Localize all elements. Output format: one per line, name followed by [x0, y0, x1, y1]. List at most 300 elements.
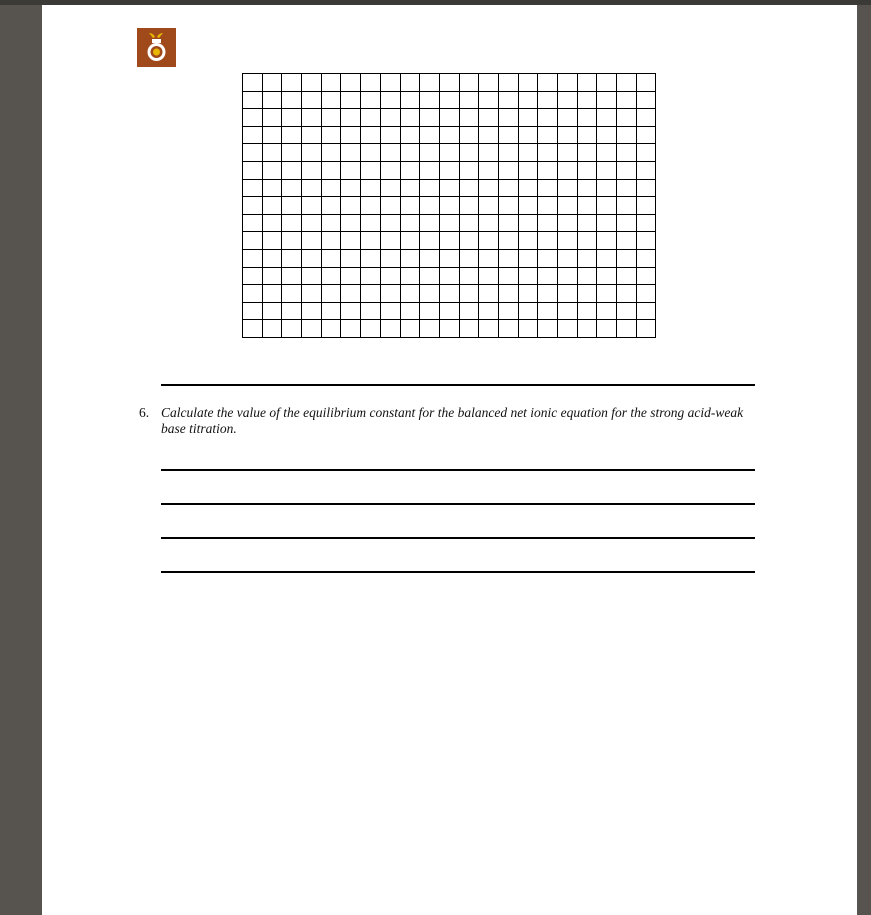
grid-cell [380, 232, 400, 250]
grid-cell [302, 144, 322, 162]
grid-cell [577, 74, 597, 92]
grid-cell [597, 91, 617, 109]
grid-cell [577, 109, 597, 127]
grid-cell [361, 161, 381, 179]
grid-cell [439, 109, 459, 127]
grid-cell [262, 109, 282, 127]
grid-cell [538, 74, 558, 92]
grid-cell [420, 109, 440, 127]
grid-cell [321, 214, 341, 232]
grid-cell [558, 232, 578, 250]
grid-cell [479, 161, 499, 179]
grid-cell [439, 126, 459, 144]
grid-cell [459, 232, 479, 250]
grid-row [243, 179, 656, 197]
grid-cell [243, 74, 263, 92]
grid-cell [558, 214, 578, 232]
grid-cell [538, 91, 558, 109]
grid-cell [361, 197, 381, 215]
grid-cell [597, 214, 617, 232]
grid-cell [617, 74, 637, 92]
grid-cell [321, 74, 341, 92]
grid-cell [459, 74, 479, 92]
grid-cell [518, 74, 538, 92]
grid-cell [282, 320, 302, 338]
grid-cell [577, 320, 597, 338]
grid-cell [636, 232, 656, 250]
grid-cell [577, 267, 597, 285]
grid-cell [243, 109, 263, 127]
grid-cell [479, 267, 499, 285]
grid-cell [636, 214, 656, 232]
grid-cell [518, 320, 538, 338]
grid-cell [243, 144, 263, 162]
grid-cell [617, 179, 637, 197]
grid-cell [577, 179, 597, 197]
grid-cell [361, 179, 381, 197]
grid-cell [558, 179, 578, 197]
grid-cell [321, 179, 341, 197]
grid-cell [538, 197, 558, 215]
grid-cell [597, 267, 617, 285]
grid-cell [479, 249, 499, 267]
grid-cell [243, 179, 263, 197]
grid-cell [439, 232, 459, 250]
grid-cell [400, 144, 420, 162]
grid-cell [380, 126, 400, 144]
grid-cell [558, 249, 578, 267]
grid-cell [597, 285, 617, 303]
answer-line [161, 537, 755, 539]
grid-cell [282, 91, 302, 109]
grid-cell [302, 285, 322, 303]
grid-cell [597, 179, 617, 197]
grid-cell [302, 126, 322, 144]
grid-cell [538, 214, 558, 232]
grid-cell [341, 179, 361, 197]
grid-cell [243, 249, 263, 267]
grid-cell [498, 320, 518, 338]
grid-row [243, 126, 656, 144]
answer-line [161, 384, 755, 386]
grid-cell [636, 320, 656, 338]
grid-cell [321, 302, 341, 320]
grid-cell [400, 126, 420, 144]
grid-cell [439, 285, 459, 303]
grid-cell [577, 144, 597, 162]
grid-cell [479, 126, 499, 144]
grid-cell [361, 74, 381, 92]
grid-cell [617, 320, 637, 338]
grid-cell [518, 232, 538, 250]
grid-cell [420, 320, 440, 338]
grid-cell [321, 109, 341, 127]
grid-cell [380, 91, 400, 109]
grid-cell [498, 197, 518, 215]
question-number: 6. [139, 405, 150, 420]
grid-cell [380, 109, 400, 127]
grid-cell [558, 161, 578, 179]
grid-cell [380, 144, 400, 162]
grid-cell [420, 126, 440, 144]
grid-cell [558, 267, 578, 285]
grid-cell [538, 232, 558, 250]
grid-cell [420, 74, 440, 92]
grid-cell [341, 320, 361, 338]
grid-row [243, 161, 656, 179]
grid-cell [243, 302, 263, 320]
grid-cell [479, 232, 499, 250]
grid-cell [262, 249, 282, 267]
grid-cell [498, 267, 518, 285]
grid-row [243, 302, 656, 320]
answer-line [161, 503, 755, 505]
grid-cell [420, 91, 440, 109]
grid-cell [380, 320, 400, 338]
grid-cell [538, 161, 558, 179]
grid-cell [518, 197, 538, 215]
grid-cell [321, 91, 341, 109]
grid-cell [341, 161, 361, 179]
grid-cell [302, 91, 322, 109]
grid-cell [420, 197, 440, 215]
grid-cell [538, 320, 558, 338]
grid-row [243, 214, 656, 232]
grid-cell [380, 302, 400, 320]
grid-row [243, 109, 656, 127]
grid-cell [321, 320, 341, 338]
grid-cell [538, 126, 558, 144]
grid-cell [518, 214, 538, 232]
grid-cell [341, 214, 361, 232]
grid-cell [558, 109, 578, 127]
grid-cell [380, 179, 400, 197]
grid-cell [262, 232, 282, 250]
grid-cell [459, 91, 479, 109]
grid-cell [439, 74, 459, 92]
grid-cell [243, 214, 263, 232]
grid-cell [341, 285, 361, 303]
grid-cell [577, 214, 597, 232]
grid-cell [459, 285, 479, 303]
grid-cell [597, 126, 617, 144]
grid-cell [361, 144, 381, 162]
grid-cell [321, 126, 341, 144]
grid-cell [400, 91, 420, 109]
grid-cell [262, 320, 282, 338]
grid-cell [636, 249, 656, 267]
grid-cell [597, 109, 617, 127]
grid-cell [420, 302, 440, 320]
grid-cell [262, 161, 282, 179]
grid-cell [459, 214, 479, 232]
grid-cell [617, 285, 637, 303]
grid-row [243, 285, 656, 303]
grid-cell [459, 144, 479, 162]
grid-cell [302, 161, 322, 179]
grid-cell [498, 214, 518, 232]
grid-cell [617, 232, 637, 250]
grid-cell [617, 302, 637, 320]
grid-cell [538, 302, 558, 320]
grid-cell [518, 91, 538, 109]
grid-cell [479, 74, 499, 92]
grid-cell [479, 302, 499, 320]
grid-cell [558, 320, 578, 338]
grid-cell [380, 74, 400, 92]
grid-cell [498, 161, 518, 179]
grid-cell [302, 109, 322, 127]
grid-cell [400, 302, 420, 320]
grid-cell [341, 91, 361, 109]
grid-cell [558, 74, 578, 92]
grid-cell [617, 126, 637, 144]
grid-cell [302, 197, 322, 215]
grid-row [243, 197, 656, 215]
grid-cell [361, 232, 381, 250]
grid-cell [380, 249, 400, 267]
grid-cell [321, 285, 341, 303]
grid-cell [479, 144, 499, 162]
grid-cell [479, 285, 499, 303]
grid-cell [321, 232, 341, 250]
grid-cell [597, 249, 617, 267]
grid-cell [617, 197, 637, 215]
grid-cell [282, 249, 302, 267]
grid-cell [400, 197, 420, 215]
grid-cell [243, 161, 263, 179]
grid-cell [479, 91, 499, 109]
grid-cell [538, 249, 558, 267]
answer-graph-grid [242, 73, 656, 338]
grid-cell [538, 267, 558, 285]
grid-cell [636, 302, 656, 320]
grid-cell [459, 179, 479, 197]
grid-cell [558, 197, 578, 215]
grid-cell [459, 302, 479, 320]
grid-cell [361, 109, 381, 127]
grid-cell [321, 197, 341, 215]
grid-cell [597, 161, 617, 179]
grid-cell [380, 285, 400, 303]
grid-cell [262, 302, 282, 320]
grid-cell [282, 144, 302, 162]
grid-cell [420, 144, 440, 162]
grid-cell [439, 144, 459, 162]
grid-cell [597, 320, 617, 338]
grid-cell [498, 109, 518, 127]
grid-cell [538, 179, 558, 197]
grid-cell [479, 179, 499, 197]
grid-cell [636, 285, 656, 303]
grid-cell [617, 249, 637, 267]
grid-cell [341, 197, 361, 215]
grid-cell [597, 302, 617, 320]
grid-cell [617, 91, 637, 109]
grid-cell [302, 320, 322, 338]
grid-cell [439, 302, 459, 320]
grid-cell [518, 126, 538, 144]
grid-cell [439, 214, 459, 232]
grid-cell [420, 285, 440, 303]
grid-cell [400, 267, 420, 285]
grid-cell [380, 197, 400, 215]
grid-cell [341, 249, 361, 267]
grid-cell [459, 197, 479, 215]
grid-cell [262, 126, 282, 144]
grid-cell [538, 109, 558, 127]
grid-cell [321, 144, 341, 162]
grid-cell [262, 285, 282, 303]
grid-cell [636, 74, 656, 92]
grid-cell [498, 126, 518, 144]
grid-cell [636, 144, 656, 162]
grid-cell [282, 109, 302, 127]
grid-cell [498, 74, 518, 92]
grid-cell [361, 267, 381, 285]
grid-cell [479, 109, 499, 127]
grid-cell [498, 302, 518, 320]
grid-cell [262, 197, 282, 215]
grid-cell [459, 249, 479, 267]
grid-cell [302, 302, 322, 320]
grid-cell [420, 232, 440, 250]
grid-cell [538, 144, 558, 162]
grid-cell [243, 91, 263, 109]
grid-cell [558, 126, 578, 144]
grid-cell [282, 214, 302, 232]
grid-cell [498, 144, 518, 162]
grid-cell [282, 161, 302, 179]
grid-cell [420, 161, 440, 179]
grid-cell [420, 249, 440, 267]
grid-cell [459, 320, 479, 338]
grid-cell [518, 179, 538, 197]
grid-cell [262, 214, 282, 232]
grid-cell [262, 74, 282, 92]
grid-cell [518, 249, 538, 267]
grid-cell [459, 161, 479, 179]
grid-cell [439, 91, 459, 109]
grid-cell [282, 285, 302, 303]
grid-cell [498, 232, 518, 250]
grid-cell [459, 267, 479, 285]
grid-cell [439, 267, 459, 285]
grid-cell [420, 179, 440, 197]
grid-cell [498, 91, 518, 109]
answer-line [161, 571, 755, 573]
question-text: Calculate the value of the equilibrium constant for the balanced net ionic equation for the strong acid-weak base titration. [161, 405, 744, 436]
grid-cell [459, 126, 479, 144]
answer-line [161, 469, 755, 471]
grid-row [243, 74, 656, 92]
grid-cell [479, 320, 499, 338]
grid-cell [341, 302, 361, 320]
grid-cell [518, 109, 538, 127]
grid-cell [321, 267, 341, 285]
grid-cell [321, 161, 341, 179]
grid-cell [341, 126, 361, 144]
grid-cell [341, 232, 361, 250]
grid-cell [498, 249, 518, 267]
grid-cell [400, 285, 420, 303]
grid-cell [420, 214, 440, 232]
grid-cell [400, 249, 420, 267]
grid-cell [439, 197, 459, 215]
grid-cell [243, 126, 263, 144]
grid-cell [361, 320, 381, 338]
grid-cell [518, 302, 538, 320]
grid-cell [361, 91, 381, 109]
grid-cell [400, 214, 420, 232]
grid-cell [341, 109, 361, 127]
grid-cell [262, 179, 282, 197]
grid-cell [518, 161, 538, 179]
grid-cell [380, 161, 400, 179]
grid-cell [243, 320, 263, 338]
grid-cell [400, 179, 420, 197]
grid-cell [302, 267, 322, 285]
grid-cell [636, 267, 656, 285]
grid-cell [361, 285, 381, 303]
grid-cell [617, 161, 637, 179]
question-6 [139, 405, 749, 437]
grid-cell [400, 232, 420, 250]
grid-cell [498, 285, 518, 303]
grid-cell [617, 109, 637, 127]
grid-cell [282, 197, 302, 215]
grid-cell [479, 197, 499, 215]
grid-cell [282, 232, 302, 250]
grid-cell [636, 126, 656, 144]
grid-cell [282, 302, 302, 320]
grid-cell [380, 267, 400, 285]
grid-cell [597, 197, 617, 215]
grid-cell [617, 267, 637, 285]
grid-cell [282, 179, 302, 197]
grid-cell [597, 74, 617, 92]
grid-cell [439, 249, 459, 267]
grid-cell [479, 214, 499, 232]
grid-row [243, 249, 656, 267]
grid-cell [518, 144, 538, 162]
grid-cell [262, 267, 282, 285]
grid-cell [282, 126, 302, 144]
grid-row [243, 144, 656, 162]
grid-cell [617, 144, 637, 162]
grid-cell [597, 232, 617, 250]
grid-cell [498, 179, 518, 197]
grid-cell [577, 197, 597, 215]
grid-cell [400, 320, 420, 338]
grid-cell [597, 144, 617, 162]
grid-cell [243, 232, 263, 250]
grid-row [243, 320, 656, 338]
grid-cell [518, 267, 538, 285]
flask-logo-icon [137, 28, 176, 67]
grid-cell [400, 74, 420, 92]
grid-cell [302, 74, 322, 92]
grid-cell [577, 232, 597, 250]
grid-cell [577, 302, 597, 320]
grid-cell [243, 285, 263, 303]
grid-cell [636, 161, 656, 179]
grid-cell [302, 214, 322, 232]
grid-cell [577, 161, 597, 179]
grid-cell [420, 267, 440, 285]
grid-cell [380, 214, 400, 232]
grid-cell [518, 285, 538, 303]
